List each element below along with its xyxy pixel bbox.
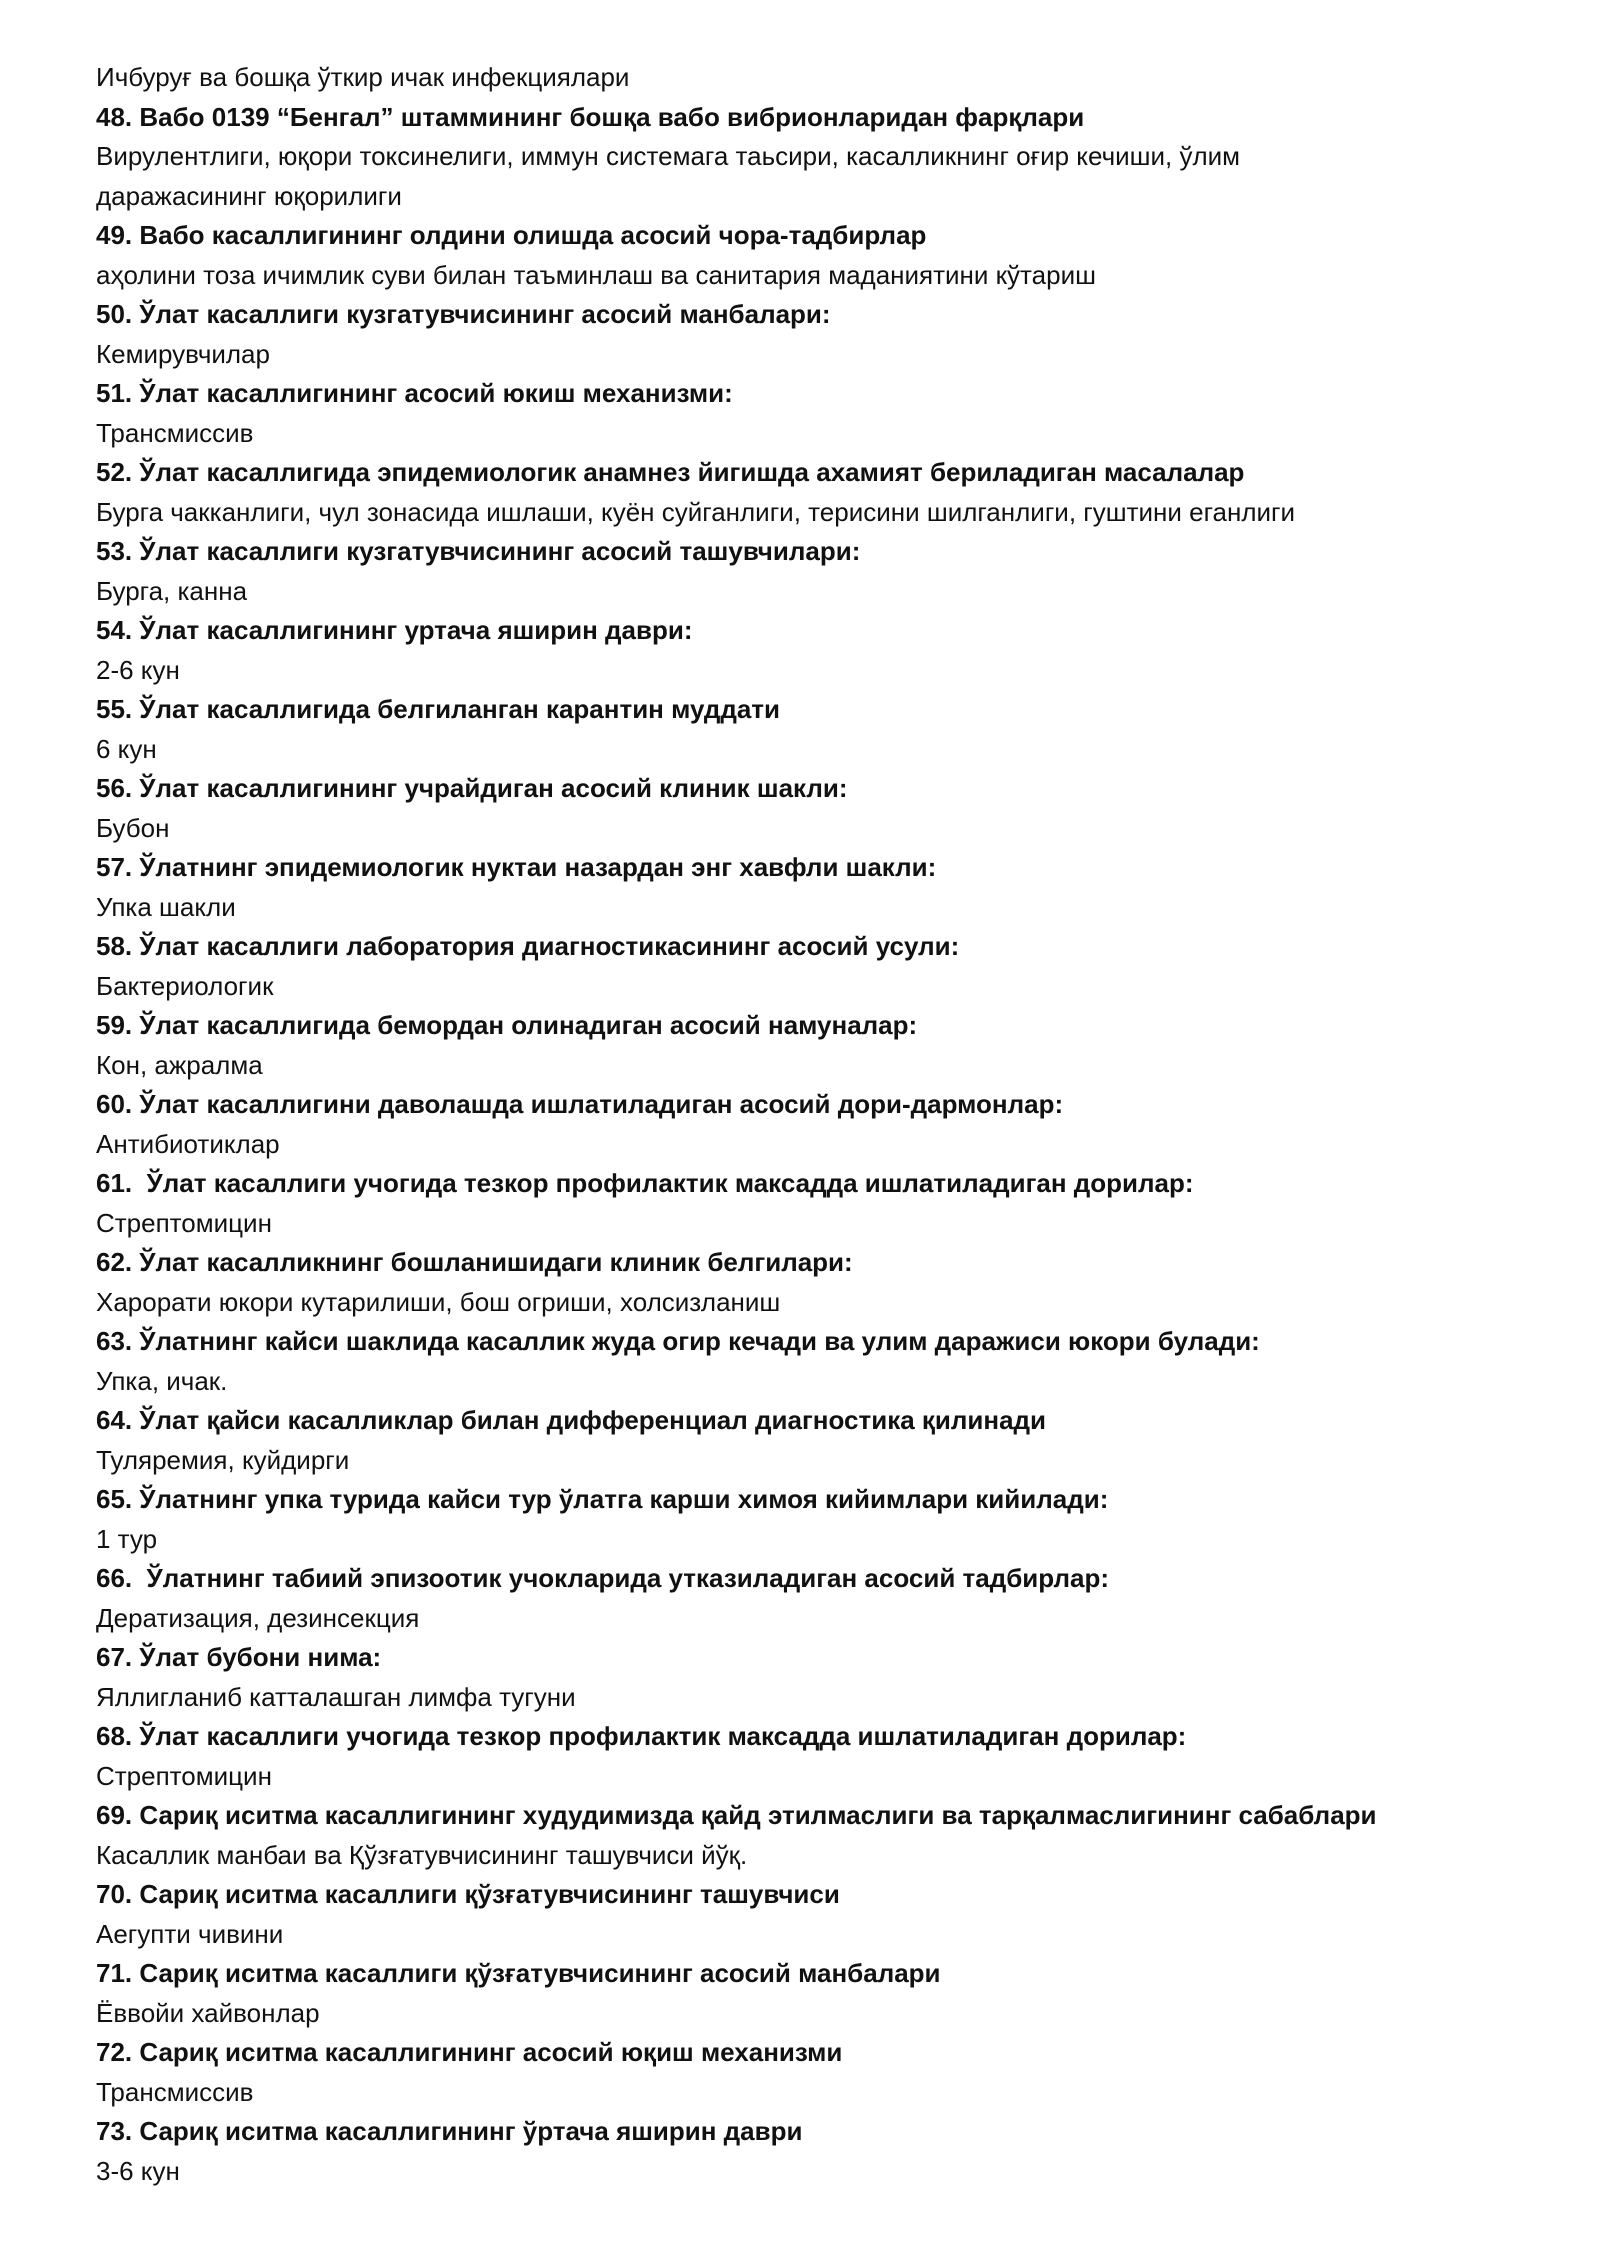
answer-text: аҳолини тоза ичимлик суви билан таъминлаш ва санитария маданиятини кўтариш [96, 259, 1096, 290]
qa-item [96, 532, 1536, 611]
question-text: 51. Ўлат касаллигининг асосий юкиш механизми: [96, 378, 733, 408]
qa-item [96, 1085, 1536, 1164]
question-text: 62. Ўлат касалликнинг бошланишидаги клиник белгилари: [96, 1247, 853, 1277]
answer-text: Кемирувчилар [96, 338, 270, 369]
answer-text: Трансмиссив [96, 2076, 254, 2107]
question-text: 64. Ўлат қайси касалликлар билан дифференциал диагностика қилинади [96, 1405, 1047, 1435]
answer-text: Касаллик манбаи ва Қўзғатувчисининг ташувчиси йўқ. [96, 1839, 748, 1870]
question-text: 73. Сариқ иситма касаллигининг ўртача яширин даври [96, 2116, 803, 2146]
qa-item [96, 1717, 1536, 1796]
question-text: 71. Сариқ иситма касаллиги қўзғатувчисининг асосий манбалари [96, 1958, 941, 1988]
qa-item [96, 1796, 1536, 1875]
qa-item [96, 769, 1536, 848]
answer-text: Ёввойи хайвонлар [96, 1997, 320, 2028]
answer-text: Аегупти чивини [96, 1918, 284, 1949]
question-text: 55. Ўлат касаллигида белгиланган карантин муддати [96, 694, 780, 724]
question-text: 49. Вабо касаллигининг олдини олишда асосий чора-тадбирлар [96, 220, 927, 250]
answer-text: Бубон [96, 812, 170, 843]
qa-item [96, 611, 1536, 690]
qa-item [96, 927, 1536, 1006]
qa-item [96, 1480, 1536, 1559]
answer-text: Бурга, канна [96, 575, 248, 606]
question-text: 57. Ўлатнинг эпидемиологик нуктаи назардан энг хавфли шакли: [96, 852, 937, 882]
question-text: 66. Ўлатнинг табиий эпизоотик учокларида утказиладиган асосий тадбирлар: [96, 1563, 1110, 1593]
answer-text: 3-6 кун [96, 2155, 180, 2186]
question-text: 53. Ўлат касаллиги кузгатувчисининг асосий ташувчилари: [96, 536, 861, 566]
qa-item [96, 2112, 1536, 2191]
question-text: 52. Ўлат касаллигида эпидемиологик анамнез йигишда ахамият бериладиган масалалар [96, 457, 1245, 487]
section-heading: Ичбуруғ ва бошқа ўткир ичак инфекциялари [96, 62, 630, 92]
qa-item [96, 1638, 1536, 1717]
qa-item [96, 690, 1536, 769]
qa-item [96, 453, 1536, 532]
answer-text: Бактериологик [96, 970, 274, 1001]
answer-text: Вирулентлиги, юқори токсинелиги, иммун системага таьсири, касалликнинг оғир кечиши, ўлим даражасининг юқорилиги [96, 141, 1241, 211]
question-text: 50. Ўлат касаллиги кузгатувчисининг асосий манбалари: [96, 299, 831, 329]
answer-text: 2-6 кун [96, 654, 180, 685]
qa-item [96, 1243, 1536, 1322]
qa-item [96, 1322, 1536, 1401]
question-text: 60. Ўлат касаллигини даволашда ишлатиладиган асосий дори-дармонлар: [96, 1089, 1064, 1119]
qa-item [96, 1401, 1536, 1480]
question-text: 61. Ўлат касаллиги учогида тезкор профилактик максадда ишлатиладиган дорилар: [96, 1168, 1194, 1198]
question-text: 63. Ўлатнинг кайси шаклида касаллик жуда огир кечади ва улим даражиси юкори булади: [96, 1326, 1260, 1356]
question-text: 67. Ўлат бубони нима: [96, 1642, 382, 1672]
qa-item [96, 1164, 1536, 1243]
question-text: 56. Ўлат касаллигининг учрайдиган асосий клиник шакли: [96, 773, 848, 803]
qa-item [96, 1875, 1536, 1954]
question-text: 72. Сариқ иситма касаллигининг асосий юқиш механизми [96, 2037, 843, 2067]
qa-item [96, 216, 1536, 295]
qa-item [96, 1559, 1536, 1638]
answer-text: Стрептомицин [96, 1207, 272, 1238]
question-text: 48. Вабо 0139 “Бенгал” штаммининг бошқа вабо вибрионларидан фарқлари [96, 101, 1085, 132]
answer-text: Стрептомицин [96, 1760, 272, 1791]
answer-text: Трансмиссив [96, 417, 254, 448]
question-text: 58. Ўлат касаллиги лаборатория диагностикасининг асосий усули: [96, 931, 960, 961]
question-text: 69. Сариқ иситма касаллигининг худудимизда қайд этилмаслиги ва тарқалмаслигининг сабаблари [96, 1800, 1377, 1830]
answer-text: Кон, ажралма [96, 1049, 263, 1080]
question-text: 59. Ўлат касаллигида бемордан олинадиган асосий намуналар: [96, 1010, 918, 1040]
answer-text: Антибиотиклар [96, 1128, 280, 1159]
answer-text: 1 тур [96, 1523, 158, 1554]
question-text: 65. Ўлатнинг упка турида кайси тур ўлатга карши химоя кийимлари кийилади: [96, 1484, 1109, 1514]
question-text: 54. Ўлат касаллигининг уртача яширин даври: [96, 615, 693, 645]
question-text: 68. Ўлат касаллиги учогида тезкор профилактик максадда ишлатиладиган дорилар: [96, 1721, 1187, 1751]
qa-item [96, 98, 1536, 217]
answer-text: Яллигланиб катталашган лимфа тугуни [96, 1681, 576, 1712]
qa-item [96, 1954, 1536, 2033]
qa-item [96, 1006, 1536, 1085]
qa-item [96, 2033, 1536, 2112]
answer-text: Упка, ичак. [96, 1365, 228, 1396]
qa-item [96, 295, 1536, 374]
question-text: 70. Сариқ иситма касаллиги қўзғатувчисининг ташувчиси [96, 1879, 840, 1909]
answer-text: Упка шакли [96, 891, 236, 922]
answer-text: Бурга чакканлиги, чул зонасида ишлаши, куён суйганлиги, терисини шилганлиги, гуштини еганлиги [96, 496, 1296, 527]
document-page [96, 58, 1536, 2191]
answer-text: Дератизация, дезинсекция [96, 1602, 420, 1633]
answer-text: Харорати юкори кутарилиши, бош огриши, холсизланиш [96, 1286, 781, 1317]
answer-text: Туляремия, куйдирги [96, 1444, 350, 1475]
question-answer-list [96, 98, 1536, 2192]
qa-item [96, 374, 1536, 453]
qa-item [96, 848, 1536, 927]
answer-text: 6 кун [96, 733, 157, 764]
